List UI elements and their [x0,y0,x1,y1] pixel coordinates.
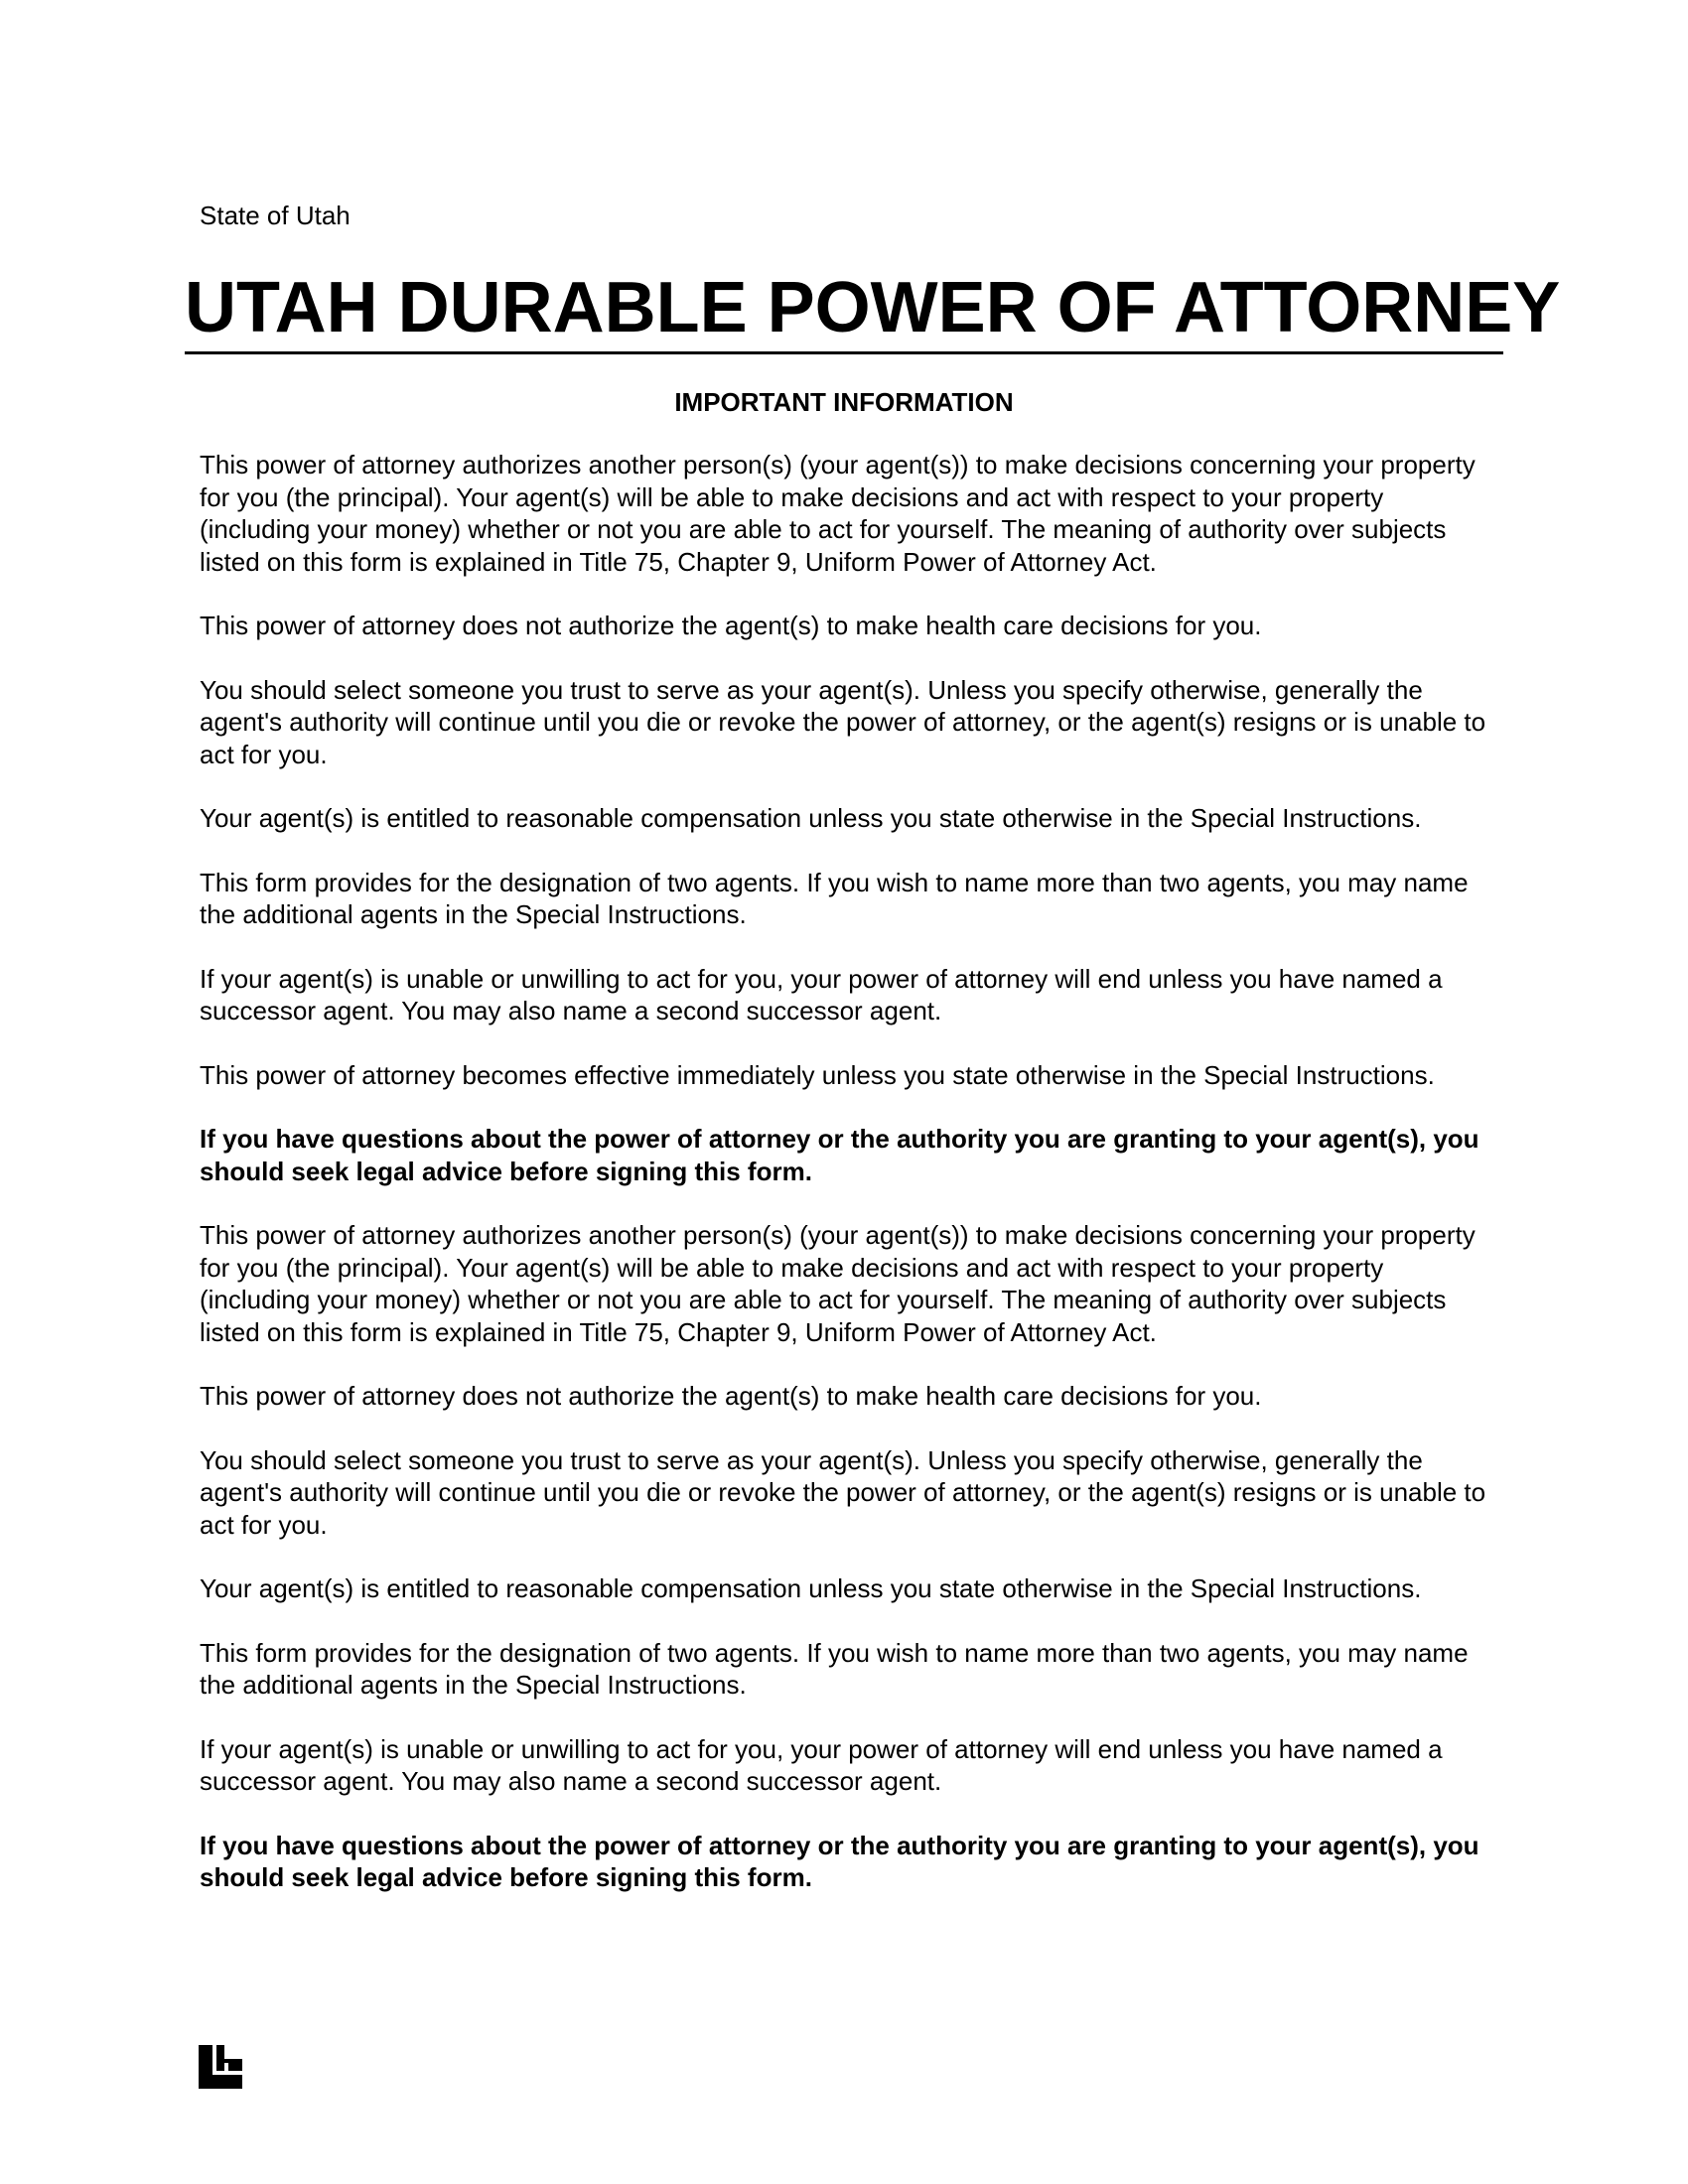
legal-advice-notice: If you have questions about the power of attorney or the authority you are granting to your agent(s), you should seek legal advice before signing this form. [200,1124,1479,1186]
paragraph: If your agent(s) is unable or unwilling to act for you, your power of attorney will end unless you have named a successor agent. You may also name a second successor agent. [200,1733,1443,1796]
title-underline [185,351,1503,354]
body-text [200,449,1490,1926]
paragraph: This power of attorney authorizes another person(s) (your agent(s)) to make decisions concerning your property for you (the principal). Your agent(s) will be able to make decisions and act with respect to your property (including your money) whether or not you are able to act for yourself. The meaning of authority over subjects listed on this form is explained in Title 75, Chapter 9, Uniform Power of Attorney Act. [200,450,1476,577]
paragraph: This power of attorney becomes effective immediately unless you state otherwise in the Special Instructions. [200,1059,1435,1090]
paragraph: If your agent(s) is unable or unwilling to act for you, your power of attorney will end unless you have named a successor agent. You may also name a second successor agent. [200,963,1443,1025]
section-heading: IMPORTANT INFORMATION [674,387,1014,417]
legal-advice-notice: If you have questions about the power of attorney or the authority you are granting to your agent(s), you should seek legal advice before signing this form. [200,1830,1479,1892]
paragraph: Your agent(s) is entitled to reasonable compensation unless you state otherwise in the Special Instructions. [200,1573,1422,1603]
state-label: State of Utah [200,201,351,230]
paragraph: This power of attorney authorizes another person(s) (your agent(s)) to make decisions concerning your property for you (the principal). Your agent(s) will be able to make decisions and act with respect to your property (including your money) whether or not you are able to act for yourself. The meaning of authority over subjects listed on this form is explained in Title 75, Chapter 9, Uniform Power of Attorney Act. [200,1220,1476,1347]
paragraph: Your agent(s) is entitled to reasonable compensation unless you state otherwise in the Special Instructions. [200,803,1422,833]
paragraph: This form provides for the designation of two agents. If you wish to name more than two agents, you may name the additional agents in the Special Instructions. [200,867,1469,929]
paragraph: You should select someone you trust to serve as your agent(s). Unless you specify otherwise, generally the agent's authority will continue until you die or revoke the power of attorney, or the agent(s) resigns or is unable to act for you. [200,674,1486,769]
paragraph: This form provides for the designation of two agents. If you wish to name more than two agents, you may name the additional agents in the Special Instructions. [200,1637,1469,1700]
paragraph: This power of attorney does not authorize the agent(s) to make health care decisions for you. [200,1381,1262,1411]
paragraph: You should select someone you trust to serve as your agent(s). Unless you specify otherwise, generally the agent's authority will continue until you die or revoke the power of attorney, or the agent(s) resigns or is unable to act for you. [200,1444,1486,1540]
document-title: UTAH DURABLE POWER OF ATTORNEY [185,268,1561,347]
paragraph: This power of attorney does not authorize the agent(s) to make health care decisions for you. [200,611,1262,640]
document-logo-icon [199,2045,242,2089]
